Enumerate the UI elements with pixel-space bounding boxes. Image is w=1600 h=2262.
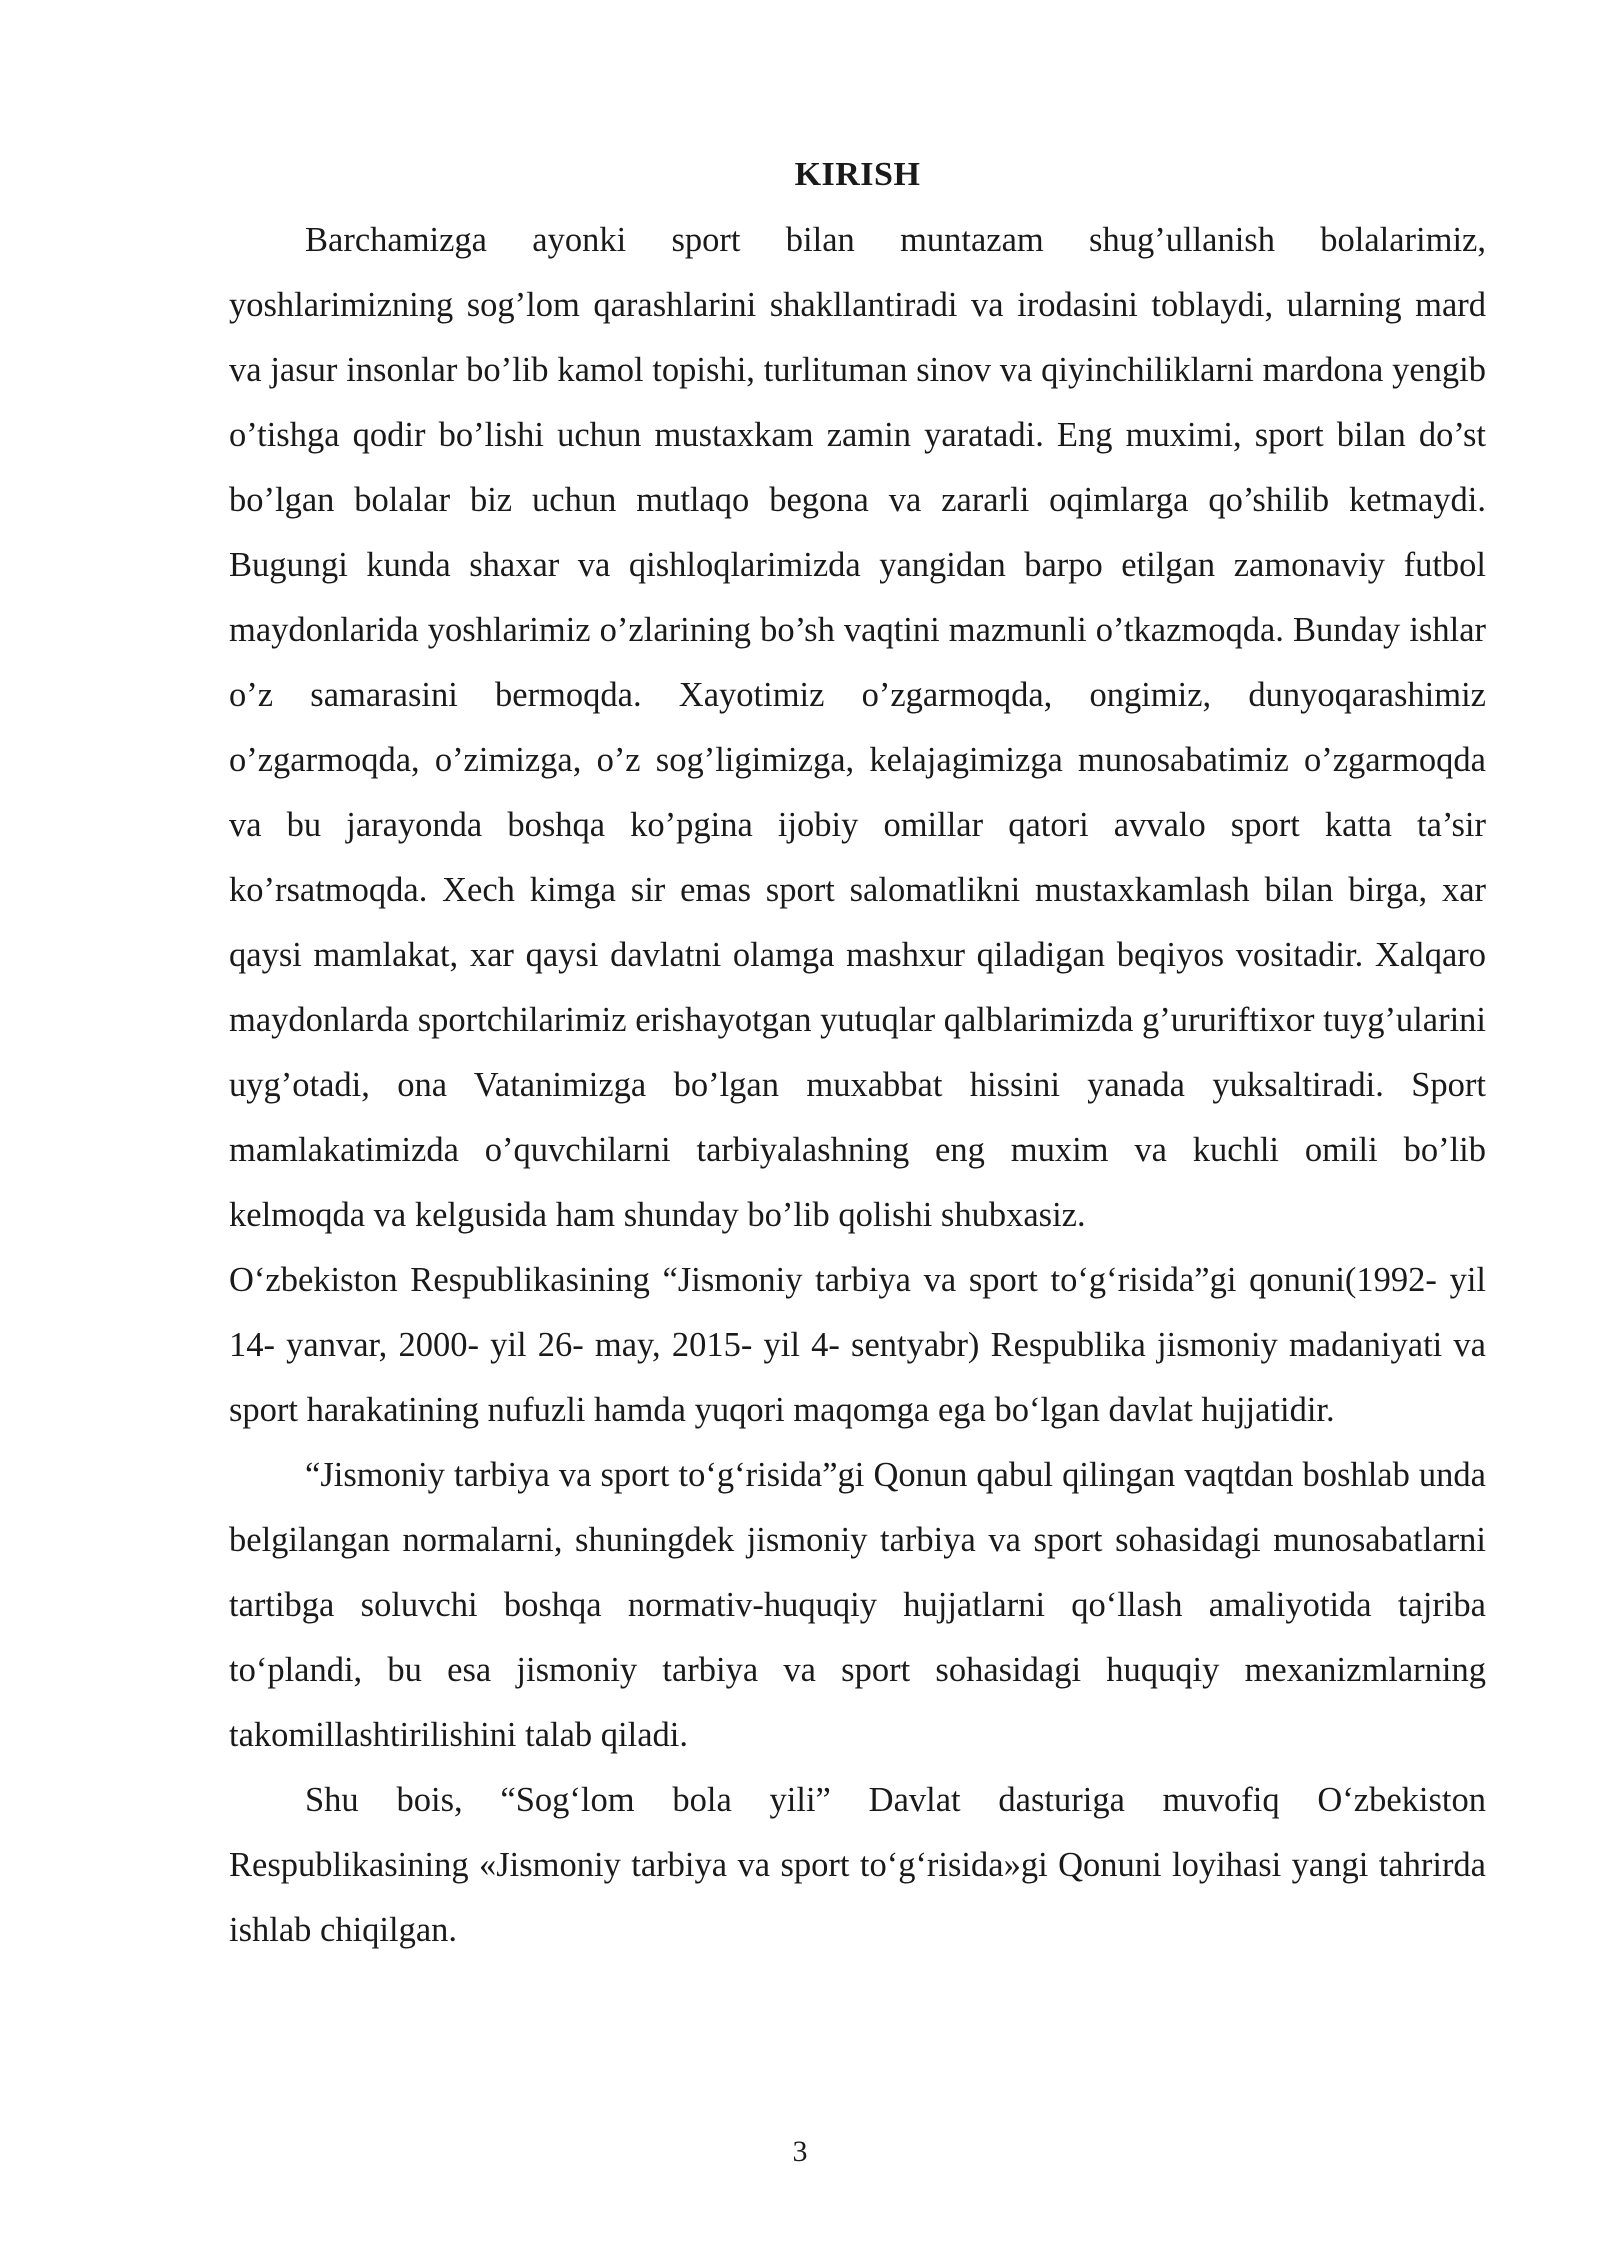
section-title: KIRISH [794, 156, 921, 193]
paragraph-law-practice: “Jismoniy tarbiya va sport to‘g‘risida”gi Qonun qabul qilingan vaqtdan boshlab unda belgilangan normalarni, shuningdek jismoniy tarbiya va sport sohasidagi munosabatlarni tartibga soluvchi boshqa normativ-huquqiy hujjatlarni qo‘llash amaliyotida tajriba to‘plandi, bu esa jismoniy tarbiya va sport sohasidagi huquqiy mexanizmlarning takomillashtirilishini talab qiladi. [229, 1456, 1486, 1754]
paragraph-law: O‘zbekiston Respublikasining “Jismoniy tarbiya va sport to‘g‘risida”gi qonuni(1992- yil 14- yanvar, 2000- yil 26- may, 2015- yil 4- sentyabr) Respublika jismoniy madaniyati va sport harakatining nufuzli hamda yuqori maqomga ega bo‘lgan davlat hujjatidir. [229, 1261, 1486, 1429]
page-number: 3 [792, 2135, 808, 2168]
paragraph-new-draft: Shu bois, “Sog‘lom bola yili” Davlat dasturiga muvofiq O‘zbekiston Respublikasining «Jismoniy tarbiya va sport to‘g‘risida»gi Qonuni loyihasi yangi tahrirda ishlab chiqilgan. [229, 1781, 1486, 1949]
document-page [229, 150, 1486, 1963]
paragraph-intro: Barchamizga ayonki sport bilan muntazam shug’ullanish bolalarimiz, yoshlarimizning sog’lom qarashlarini shakllantiradi va irodasini toblaydi, ularning mard va jasur insonlar bo’lib kamol topishi, turlituman sinov va qiyinchiliklarni mardona yengib o’tishga qodir bo’lishi uchun mustaxkam zamin yaratadi. Eng muximi, sport bilan do’st bo’lgan bolalar biz uchun mutlaqo begona va zararli oqimlarga qo’shilib ketmaydi. Bugungi kunda shaxar va qishloqlarimizda yangidan barpo etilgan zamonaviy futbol maydonlarida yoshlarimiz o’zlarining bo’sh vaqtini mazmunli o’tkazmoqda. Bunday ishlar o’z samarasini bermoqda. Xayotimiz o’zgarmoqda, ongimiz, dunyoqarashimiz o’zgarmoqda, o’zimizga, o’z sog’ligimizga, kelajagimizga munosabatimiz o’zgarmoqda va bu jarayonda boshqa ko’pgina ijobiy omillar qatori avvalo sport katta ta’sir ko’rsatmoqda. Xech kimga sir emas sport salomatlikni mustaxkamlash bilan birga, xar qaysi mamlakat, xar qaysi davlatni olamga mashxur qiladigan beqiyos vositadir. Xalqaro maydonlarda sportchilarimiz erishayotgan yutuqlar qalblarimizda g’ururiftixor tuyg’ularini uyg’otadi, ona Vatanimizga bo’lgan muxabbat hissini yanada yuksaltiradi. Sport mamlakatimizda o’quvchilarni tarbiyalashning eng muxim va kuchli omili bo’lib kelmoqda va kelgusida ham shunday bo’lib qolishi shubxasiz. [229, 221, 1486, 1234]
